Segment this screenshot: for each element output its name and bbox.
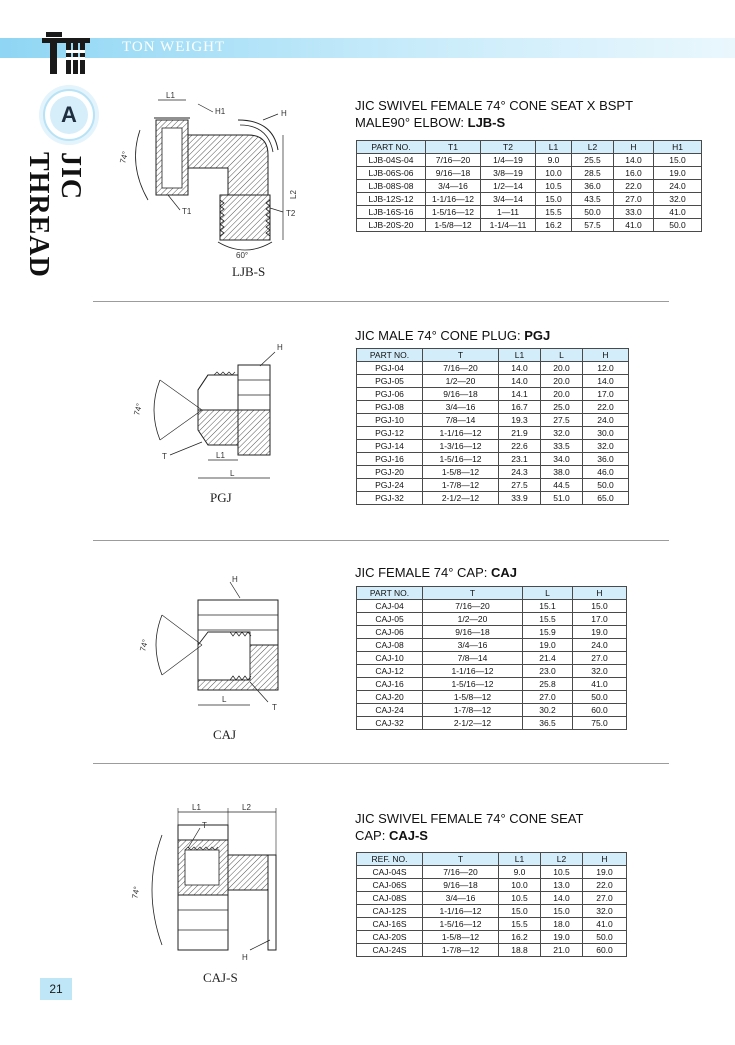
table-cell: 18.8 — [499, 944, 541, 957]
table-cell: 21.9 — [499, 427, 541, 440]
drawing-ljbs — [118, 90, 318, 285]
table-row — [357, 154, 702, 167]
product-title-line1: JIC SWIVEL FEMALE 74° CONE SEAT — [355, 811, 584, 826]
table-cell: 19.0 — [654, 167, 702, 180]
table-cell: 36.5 — [523, 717, 573, 730]
spec-table-cajs — [356, 852, 627, 957]
table-cell: CAJ-24S — [357, 944, 423, 957]
table-cell: 21.4 — [523, 652, 573, 665]
table-cell: 9/16—18 — [423, 626, 523, 639]
table-cell: CAJ-16 — [357, 678, 423, 691]
drawing-label-cajs: CAJ-S — [203, 970, 238, 985]
cajs-dim-h: H — [242, 953, 248, 962]
ljbs-dim-angle60: 60° — [236, 251, 249, 260]
table-cell: 1-1/16—12 — [423, 665, 523, 678]
table-cell: 2-1/2—12 — [423, 717, 523, 730]
table-cell: 14.0 — [499, 375, 541, 388]
spec-table-caj — [356, 586, 627, 730]
table-cell: 1-7/8—12 — [423, 704, 523, 717]
section-badge — [43, 89, 95, 141]
table-cell: 1-1/16—12 — [426, 193, 481, 206]
table-row — [357, 219, 702, 232]
drawing-label-ljbs: LJB-S — [232, 264, 266, 279]
table-cell: 3/4—16 — [423, 401, 499, 414]
table-cell: CAJ-10 — [357, 652, 423, 665]
table-row — [357, 944, 627, 957]
table-cell: 9/16—18 — [423, 388, 499, 401]
table-cell: 2-1/2—12 — [423, 492, 499, 505]
table-cell: 1-5/16—12 — [423, 453, 499, 466]
table-cell: 14.0 — [614, 154, 654, 167]
column-header: L1 — [499, 349, 541, 362]
column-header: T — [423, 349, 499, 362]
table-cell: 15.0 — [573, 600, 627, 613]
product-title-cajs — [355, 810, 583, 844]
column-header: PART NO. — [357, 141, 426, 154]
table-cell: 15.0 — [654, 154, 702, 167]
cajs-dim-angle: 74° — [130, 885, 142, 900]
table-cell: 15.0 — [536, 193, 572, 206]
table-row — [357, 193, 702, 206]
table-cell: 15.5 — [523, 613, 573, 626]
table-row — [357, 453, 629, 466]
table-row — [357, 613, 627, 626]
table-cell: 15.0 — [541, 905, 583, 918]
table-cell: 10.5 — [541, 866, 583, 879]
table-cell: 1-1/16—12 — [423, 905, 499, 918]
pgj-dim-h: H — [277, 343, 283, 352]
table-cell: 1-5/16—12 — [423, 678, 523, 691]
drawing-pgj — [130, 330, 310, 490]
table-row — [357, 931, 627, 944]
table-row — [357, 652, 627, 665]
table-cell: 1-5/16—12 — [426, 206, 481, 219]
table-cell: 30.0 — [583, 427, 629, 440]
table-cell: 36.0 — [572, 180, 614, 193]
table-cell: CAJ-06 — [357, 626, 423, 639]
product-title-ljbs — [355, 97, 633, 131]
table-cell: 41.0 — [654, 206, 702, 219]
table-cell: 24.3 — [499, 466, 541, 479]
product-title-line2: CAP: — [355, 828, 389, 843]
table-cell: 22.0 — [614, 180, 654, 193]
table-cell: 50.0 — [572, 206, 614, 219]
column-header: T — [423, 587, 523, 600]
table-cell: CAJ-24 — [357, 704, 423, 717]
table-cell: 34.0 — [541, 453, 583, 466]
table-cell: 17.0 — [573, 613, 627, 626]
table-cell: 19.0 — [541, 931, 583, 944]
product-title-pgj — [355, 327, 550, 344]
pgj-dim-t: T — [162, 452, 167, 461]
table-cell: PGJ-05 — [357, 375, 423, 388]
ljbs-dim-l2: L2 — [289, 190, 298, 199]
product-code: CAJ-S — [388, 828, 428, 843]
table-cell: 1-5/16—12 — [423, 918, 499, 931]
table-cell: 14.0 — [499, 362, 541, 375]
brand-logo-icon — [42, 30, 90, 76]
table-row — [357, 479, 629, 492]
table-cell: CAJ-05 — [357, 613, 423, 626]
table-row — [357, 905, 627, 918]
table-row — [357, 639, 627, 652]
table-cell: 32.0 — [583, 905, 627, 918]
table-row — [357, 665, 627, 678]
section-divider — [93, 763, 669, 764]
table-cell: 1-5/8—12 — [426, 219, 481, 232]
table-cell: 1-1/4—11 — [481, 219, 536, 232]
column-header: L1 — [499, 853, 541, 866]
table-cell: 32.0 — [654, 193, 702, 206]
table-cell: 27.0 — [523, 691, 573, 704]
column-header: T1 — [426, 141, 481, 154]
table-cell: 15.0 — [499, 905, 541, 918]
table-cell: 9/16—18 — [423, 879, 499, 892]
column-header: L2 — [572, 141, 614, 154]
table-cell: CAJ-12S — [357, 905, 423, 918]
table-cell: 41.0 — [573, 678, 627, 691]
table-cell: 1-7/8—12 — [423, 944, 499, 957]
table-cell: 21.0 — [541, 944, 583, 957]
table-cell: 16.0 — [614, 167, 654, 180]
ljbs-dim-angle: 74° — [118, 150, 131, 165]
caj-dim-h: H — [232, 575, 238, 584]
table-cell: 60.0 — [573, 704, 627, 717]
table-cell: 25.5 — [572, 154, 614, 167]
table-cell: 7/16—20 — [423, 362, 499, 375]
table-cell: 15.9 — [523, 626, 573, 639]
table-cell: LJB-12S-12 — [357, 193, 426, 206]
section-badge-letter: A — [50, 96, 88, 134]
table-cell: 32.0 — [573, 665, 627, 678]
table-row — [357, 466, 629, 479]
column-header: L — [541, 349, 583, 362]
caj-dim-angle: 74° — [138, 638, 151, 653]
table-cell: 7/8—14 — [423, 652, 523, 665]
table-row — [357, 600, 627, 613]
table-cell: 24.0 — [654, 180, 702, 193]
table-row — [357, 206, 702, 219]
table-cell: 19.0 — [523, 639, 573, 652]
table-cell: 65.0 — [583, 492, 629, 505]
table-cell: 9.0 — [536, 154, 572, 167]
table-cell: 50.0 — [654, 219, 702, 232]
table-cell: CAJ-06S — [357, 879, 423, 892]
table-cell: 17.0 — [583, 388, 629, 401]
table-row — [357, 892, 627, 905]
table-cell: 15.5 — [536, 206, 572, 219]
table-cell: PGJ-20 — [357, 466, 423, 479]
table-cell: 1/2—20 — [423, 613, 523, 626]
table-cell: 32.0 — [583, 440, 629, 453]
table-cell: 23.1 — [499, 453, 541, 466]
table-cell: 15.5 — [499, 918, 541, 931]
table-cell: LJB-06S-06 — [357, 167, 426, 180]
table-cell: 57.5 — [572, 219, 614, 232]
table-header-row — [357, 349, 629, 362]
table-row — [357, 362, 629, 375]
table-cell: PGJ-08 — [357, 401, 423, 414]
table-row — [357, 866, 627, 879]
table-cell: 15.1 — [523, 600, 573, 613]
table-row — [357, 440, 629, 453]
table-cell: CAJ-08 — [357, 639, 423, 652]
table-cell: 14.0 — [541, 892, 583, 905]
table-cell: 1-3/16—12 — [423, 440, 499, 453]
section-divider — [93, 301, 669, 302]
table-cell: 10.5 — [536, 180, 572, 193]
table-cell: 16.7 — [499, 401, 541, 414]
table-cell: LJB-16S-16 — [357, 206, 426, 219]
table-cell: 3/4—16 — [423, 892, 499, 905]
product-title-line1: JIC SWIVEL FEMALE 74° CONE SEAT X BSPT — [355, 98, 634, 113]
table-cell: 14.1 — [499, 388, 541, 401]
column-header: L1 — [536, 141, 572, 154]
table-cell: 50.0 — [573, 691, 627, 704]
table-cell: 16.2 — [499, 931, 541, 944]
drawing-cajs — [130, 800, 290, 965]
table-cell: PGJ-06 — [357, 388, 423, 401]
table-cell: 33.9 — [499, 492, 541, 505]
spec-table-pgj — [356, 348, 629, 505]
table-cell: 1-1/16—12 — [423, 427, 499, 440]
table-row — [357, 678, 627, 691]
table-cell: CAJ-04S — [357, 866, 423, 879]
ljbs-dim-t1: T1 — [182, 207, 192, 216]
column-header: REF. NO. — [357, 853, 423, 866]
table-cell: 19.0 — [583, 866, 627, 879]
table-cell: 27.0 — [573, 652, 627, 665]
table-cell: 3/4—16 — [423, 639, 523, 652]
table-cell: 10.5 — [499, 892, 541, 905]
table-cell: 1-5/8—12 — [423, 931, 499, 944]
column-header: H — [583, 853, 627, 866]
pgj-dim-l1: L1 — [216, 451, 225, 460]
table-cell: 18.0 — [541, 918, 583, 931]
product-code: PGJ — [524, 328, 551, 343]
table-cell: 30.2 — [523, 704, 573, 717]
table-cell: 27.5 — [541, 414, 583, 427]
table-cell: PGJ-14 — [357, 440, 423, 453]
table-cell: 20.0 — [541, 375, 583, 388]
table-row — [357, 401, 629, 414]
table-row — [357, 879, 627, 892]
table-cell: 3/4—14 — [481, 193, 536, 206]
table-cell: 46.0 — [583, 466, 629, 479]
table-cell: 22.6 — [499, 440, 541, 453]
table-cell: PGJ-12 — [357, 427, 423, 440]
table-cell: 36.0 — [583, 453, 629, 466]
ljbs-dim-l1: L1 — [166, 91, 175, 100]
table-cell: 1/2—14 — [481, 180, 536, 193]
table-cell: 25.8 — [523, 678, 573, 691]
table-cell: 28.5 — [572, 167, 614, 180]
table-cell: 1-5/8—12 — [423, 691, 523, 704]
table-row — [357, 375, 629, 388]
table-cell: 1/2—20 — [423, 375, 499, 388]
table-row — [357, 167, 702, 180]
drawing-caj — [140, 570, 300, 720]
table-cell: 9/16—18 — [426, 167, 481, 180]
table-cell: 3/8—19 — [481, 167, 536, 180]
table-cell: 16.2 — [536, 219, 572, 232]
column-header: L — [523, 587, 573, 600]
table-cell: CAJ-04 — [357, 600, 423, 613]
table-cell: CAJ-08S — [357, 892, 423, 905]
table-row — [357, 427, 629, 440]
table-cell: 27.0 — [614, 193, 654, 206]
table-cell: 41.0 — [583, 918, 627, 931]
table-row — [357, 388, 629, 401]
table-cell: 10.0 — [536, 167, 572, 180]
product-title-line2: MALE90° ELBOW: — [355, 115, 468, 130]
column-header: T2 — [481, 141, 536, 154]
cajs-dim-t: T — [202, 821, 207, 830]
column-header: H — [614, 141, 654, 154]
table-row — [357, 691, 627, 704]
section-title: JIC THREAD — [23, 152, 86, 278]
spec-table-ljbs — [356, 140, 702, 232]
table-row — [357, 626, 627, 639]
table-cell: CAJ-20S — [357, 931, 423, 944]
table-row — [357, 717, 627, 730]
table-cell: CAJ-12 — [357, 665, 423, 678]
table-cell: 27.5 — [499, 479, 541, 492]
table-cell: 27.0 — [583, 892, 627, 905]
table-cell: PGJ-16 — [357, 453, 423, 466]
table-cell: 14.0 — [583, 375, 629, 388]
table-header-row — [357, 587, 627, 600]
table-cell: 75.0 — [573, 717, 627, 730]
table-cell: 1/4—19 — [481, 154, 536, 167]
product-code: CAJ — [490, 565, 517, 580]
table-cell: 1-7/8—12 — [423, 479, 499, 492]
table-cell: 7/8—14 — [423, 414, 499, 427]
product-title-caj — [355, 564, 517, 581]
pgj-dim-angle: 74° — [132, 402, 145, 417]
section-divider — [93, 540, 669, 541]
drawing-label-caj: CAJ — [213, 727, 237, 742]
table-cell: 25.0 — [541, 401, 583, 414]
table-cell: LJB-04S-04 — [357, 154, 426, 167]
table-cell: 1-5/8—12 — [423, 466, 499, 479]
table-cell: 7/16—20 — [423, 866, 499, 879]
table-cell: 50.0 — [583, 479, 629, 492]
header-band — [0, 38, 735, 58]
cajs-dim-l1: L1 — [192, 803, 201, 812]
table-cell: 22.0 — [583, 879, 627, 892]
table-cell: 23.0 — [523, 665, 573, 678]
table-cell: LJB-08S-08 — [357, 180, 426, 193]
pgj-dim-l: L — [230, 469, 235, 478]
table-cell: 44.5 — [541, 479, 583, 492]
table-row — [357, 180, 702, 193]
table-cell: 51.0 — [541, 492, 583, 505]
column-header: PART NO. — [357, 587, 423, 600]
column-header: H1 — [654, 141, 702, 154]
column-header: H — [573, 587, 627, 600]
product-title-line1: JIC FEMALE 74° CAP: — [355, 565, 491, 580]
table-cell: PGJ-32 — [357, 492, 423, 505]
product-title-line1: JIC MALE 74° CONE PLUG: — [355, 328, 525, 343]
table-cell: 33.0 — [614, 206, 654, 219]
table-cell: 12.0 — [583, 362, 629, 375]
table-header-row — [357, 853, 627, 866]
column-header: T — [423, 853, 499, 866]
ljbs-dim-t2: T2 — [286, 209, 296, 218]
table-cell: CAJ-20 — [357, 691, 423, 704]
table-cell: CAJ-32 — [357, 717, 423, 730]
table-row — [357, 704, 627, 717]
table-cell: 20.0 — [541, 388, 583, 401]
page-number: 21 — [40, 978, 72, 1000]
table-cell: 7/16—20 — [426, 154, 481, 167]
table-cell: 50.0 — [583, 931, 627, 944]
table-cell: 24.0 — [573, 639, 627, 652]
column-header: H — [583, 349, 629, 362]
table-cell: 10.0 — [499, 879, 541, 892]
table-cell: LJB-20S-20 — [357, 219, 426, 232]
table-row — [357, 414, 629, 427]
table-cell: 7/16—20 — [423, 600, 523, 613]
table-cell: 24.0 — [583, 414, 629, 427]
table-cell: PGJ-04 — [357, 362, 423, 375]
caj-dim-l: L — [222, 695, 227, 704]
table-cell: 38.0 — [541, 466, 583, 479]
ljbs-dim-h: H — [281, 109, 287, 118]
table-cell: PGJ-10 — [357, 414, 423, 427]
brand-name: TON WEIGHT — [122, 39, 226, 55]
table-cell: 33.5 — [541, 440, 583, 453]
table-row — [357, 918, 627, 931]
table-cell: 3/4—16 — [426, 180, 481, 193]
table-cell: 19.0 — [573, 626, 627, 639]
ljbs-dim-h1: H1 — [215, 107, 226, 116]
table-row — [357, 492, 629, 505]
table-cell: 13.0 — [541, 879, 583, 892]
table-header-row — [357, 141, 702, 154]
table-cell: 43.5 — [572, 193, 614, 206]
column-header: L2 — [541, 853, 583, 866]
column-header: PART NO. — [357, 349, 423, 362]
table-cell: PGJ-24 — [357, 479, 423, 492]
product-code: LJB-S — [467, 115, 506, 130]
table-cell: 60.0 — [583, 944, 627, 957]
caj-dim-t: T — [272, 703, 277, 712]
table-cell: 41.0 — [614, 219, 654, 232]
table-cell: 22.0 — [583, 401, 629, 414]
table-cell: 9.0 — [499, 866, 541, 879]
table-cell: 1—11 — [481, 206, 536, 219]
cajs-dim-l2: L2 — [242, 803, 251, 812]
table-cell: 20.0 — [541, 362, 583, 375]
table-cell: CAJ-16S — [357, 918, 423, 931]
drawing-label-pgj: PGJ — [210, 490, 232, 505]
table-cell: 32.0 — [541, 427, 583, 440]
table-cell: 19.3 — [499, 414, 541, 427]
